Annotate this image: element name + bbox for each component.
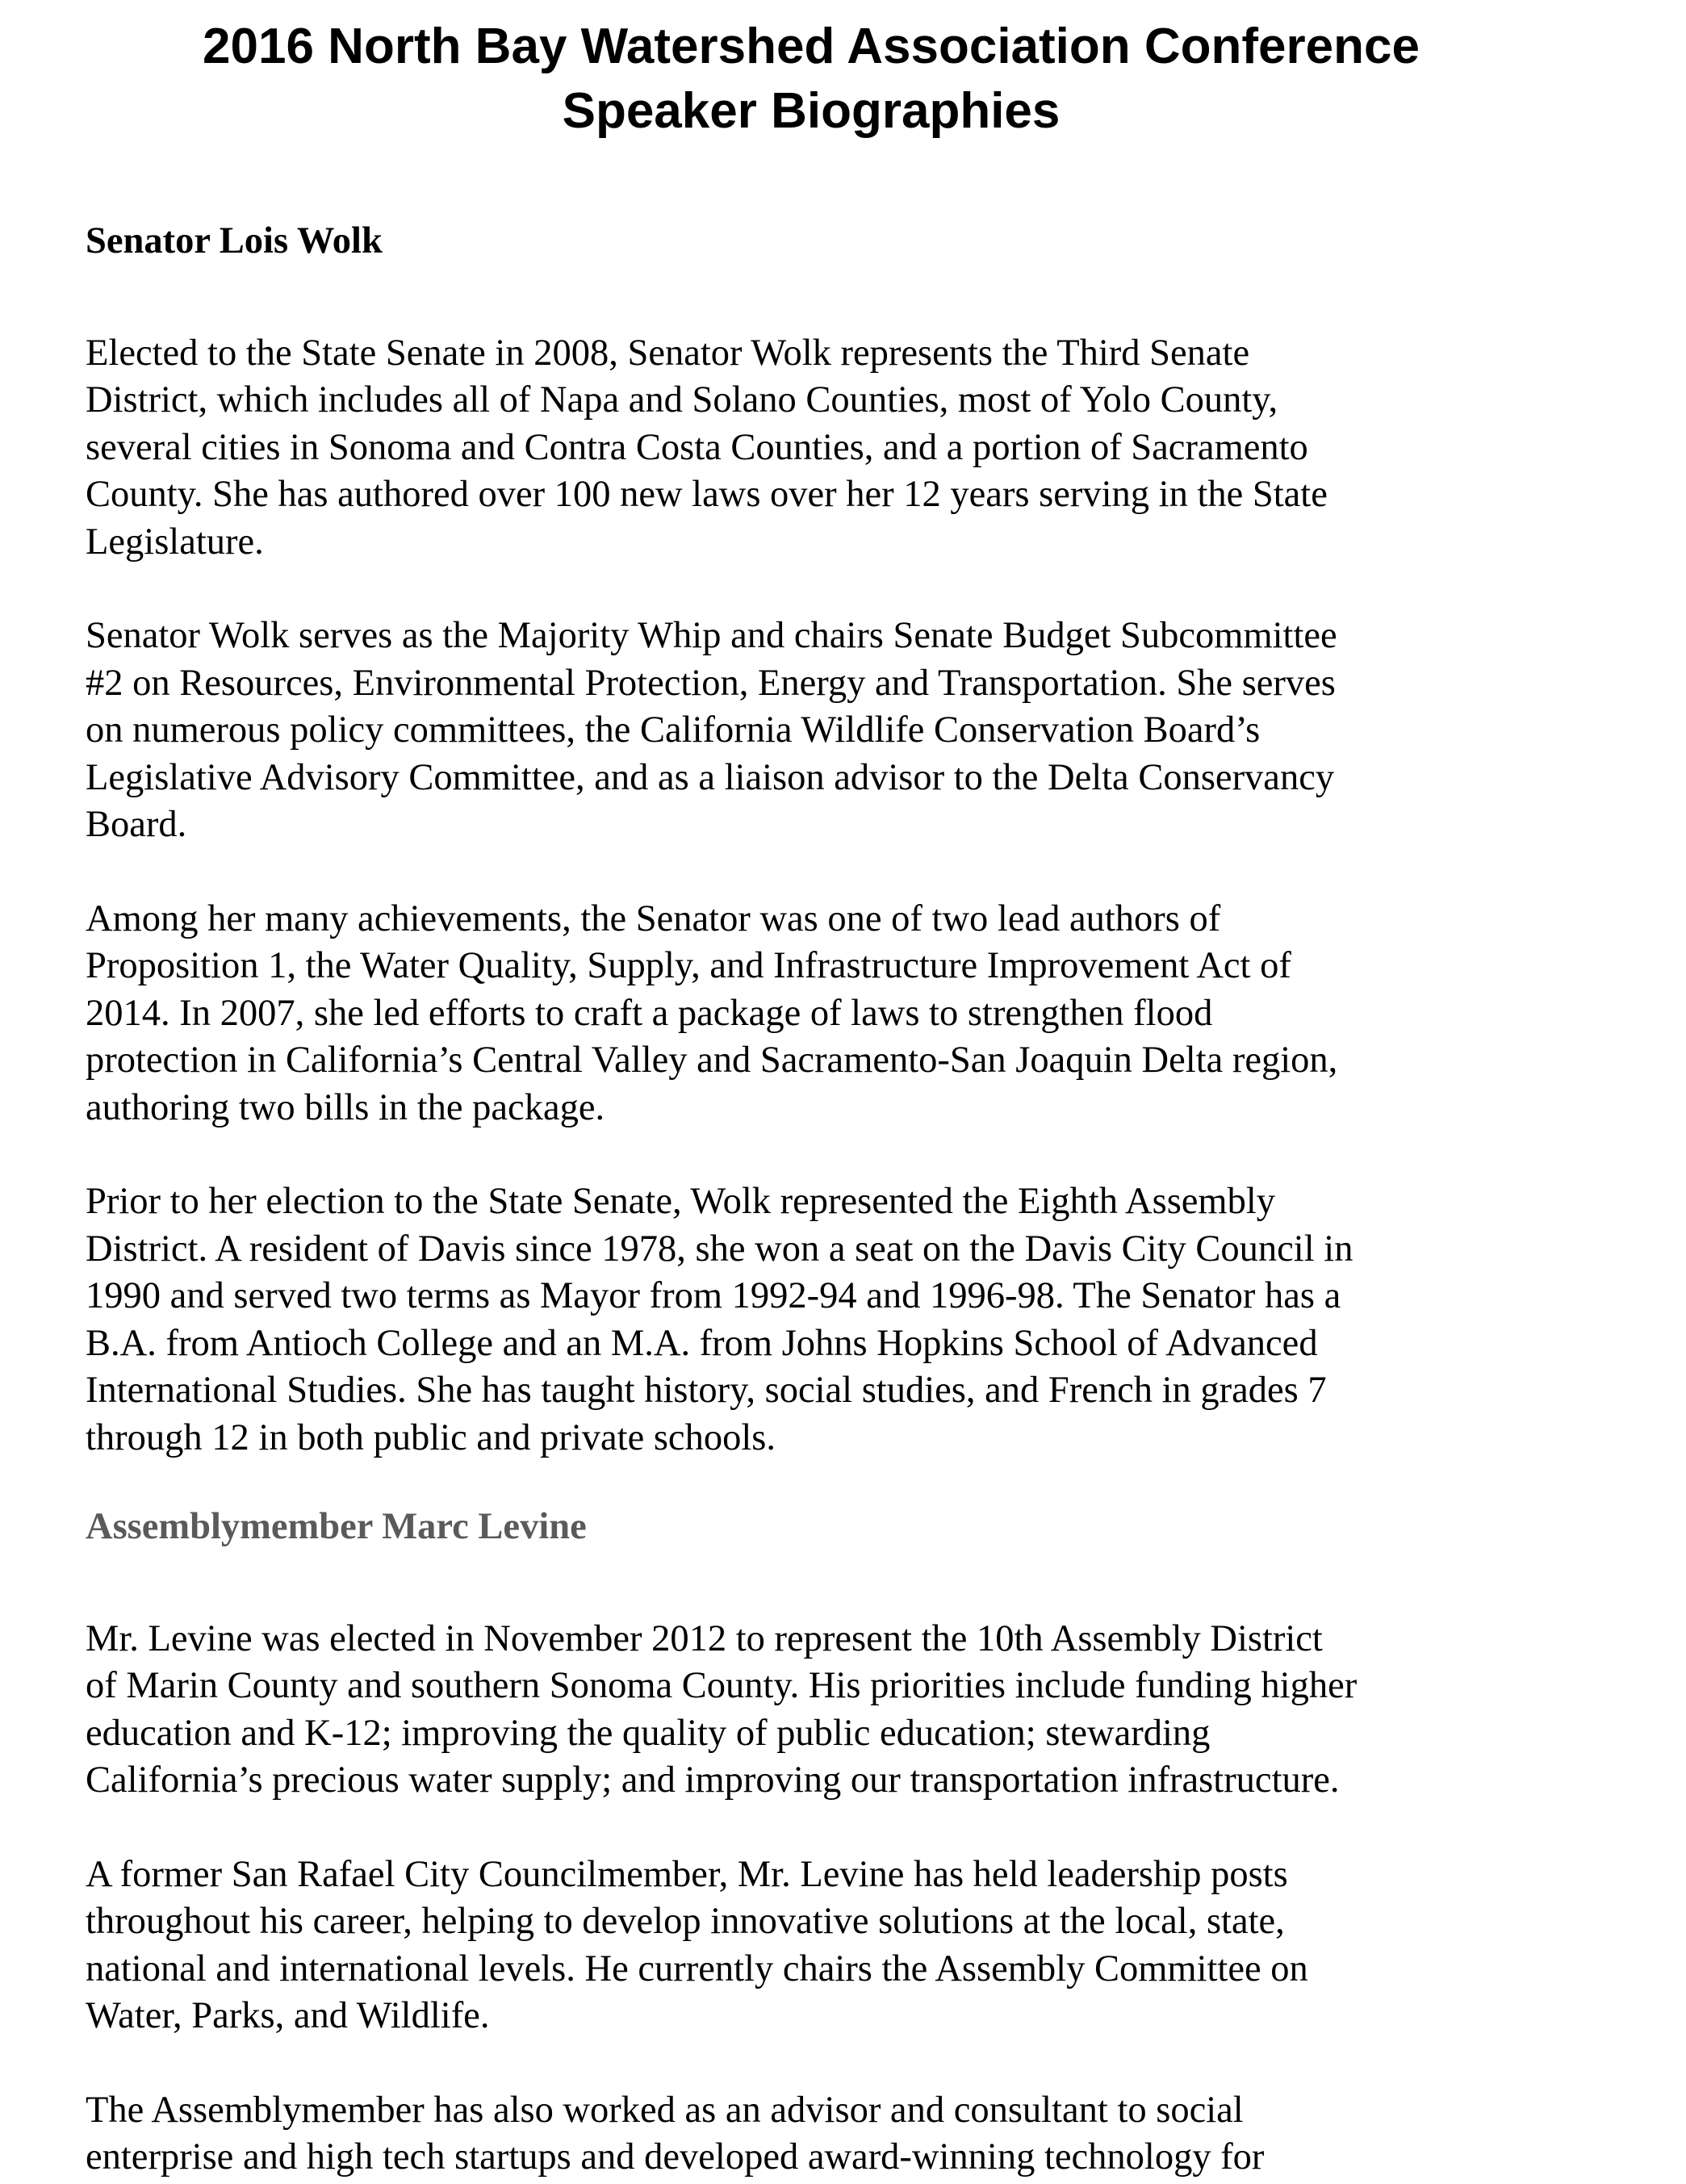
bio-paragraph [86, 2087, 1651, 2182]
text-line: District. A resident of Davis since 1978, she won a seat on the Davis City Council in [86, 1228, 1353, 1270]
text-line: County. She has authored over 100 new laws over her 12 years serving in the State [86, 474, 1328, 515]
bio-paragraph [86, 1851, 1651, 2040]
document-title [0, 15, 1622, 144]
text-line: California’s precious water supply; and improving our transportation infrastructure. [86, 1759, 1340, 1801]
text-line: 2014. In 2007, she led efforts to craft a package of laws to strengthen flood [86, 992, 1213, 1034]
bio-paragraph [86, 613, 1651, 849]
text-line: Proposition 1, the Water Quality, Supply, and Infrastructure Improvement Act of [86, 945, 1291, 986]
bio-paragraph [86, 896, 1651, 1132]
text-line: authoring two bills in the package. [86, 1086, 605, 1128]
text-line: Legislature. [86, 521, 264, 563]
text-line: 1990 and served two terms as Mayor from 1992-94 and 1996-98. The Senator has a [86, 1275, 1341, 1316]
text-line: several cities in Sonoma and Contra Costa Counties, and a portion of Sacramento [86, 426, 1308, 468]
bio-paragraph [86, 1616, 1651, 1805]
text-line: education and K-12; improving the quality of public education; stewarding [86, 1712, 1211, 1754]
text-line: A former San Rafael City Councilmember, Mr. Levine has held leadership posts [86, 1853, 1288, 1895]
text-line: Senator Wolk serves as the Majority Whip and chairs Senate Budget Subcommittee [86, 615, 1337, 656]
bio-paragraph [86, 1178, 1651, 1462]
text-line: Mr. Levine was elected in November 2012 to represent the 10th Assembly District [86, 1617, 1323, 1659]
text-line: Among her many achievements, the Senator was one of two lead authors of [86, 897, 1221, 939]
text-line: national and international levels. He currently chairs the Assembly Committee on [86, 1948, 1308, 1989]
text-line: District, which includes all of Napa and Solano Counties, most of Yolo County, [86, 379, 1278, 420]
text-line: International Studies. She has taught history, social studies, and French in grades 7 [86, 1370, 1327, 1411]
text-line: #2 on Resources, Environmental Protection, Energy and Transportation. She serves [86, 662, 1336, 704]
text-line: throughout his career, helping to develop innovative solutions at the local, state, [86, 1901, 1285, 1942]
text-line: Elected to the State Senate in 2008, Senator Wolk represents the Third Senate [86, 332, 1250, 374]
text-line: of Marin County and southern Sonoma County. His priorities include funding higher [86, 1665, 1358, 1706]
text-line: through 12 in both public and private schools. [86, 1416, 776, 1458]
text-line: protection in California’s Central Valley and Sacramento-San Joaquin Delta region, [86, 1040, 1338, 1081]
text-line: Legislative Advisory Committee, and as a liaison advisor to the Delta Conservancy [86, 756, 1335, 798]
text-line: The Assemblymember has also worked as an advisor and consultant to social [86, 2089, 1244, 2131]
title-line-1: 2016 North Bay Watershed Association Conference [203, 19, 1420, 74]
speaker-name: Senator Lois Wolk [86, 220, 383, 261]
bio-paragraph [86, 330, 1651, 567]
title-line-2: Speaker Biographies [562, 83, 1061, 139]
text-line: B.A. from Antioch College and an M.A. from Johns Hopkins School of Advanced [86, 1322, 1318, 1364]
speaker-name: Assemblymember Marc Levine [86, 1506, 587, 1547]
document-body [86, 218, 1651, 2184]
text-line: Board. [86, 804, 187, 845]
text-line: on numerous policy committees, the California Wildlife Conservation Board’s [86, 709, 1261, 751]
text-line: Water, Parks, and Wildlife. [86, 1995, 490, 2036]
text-line: enterprise and high tech startups and developed award-winning technology for [86, 2136, 1265, 2178]
text-line: Prior to her election to the State Senate, Wolk represented the Eighth Assembly [86, 1181, 1276, 1222]
